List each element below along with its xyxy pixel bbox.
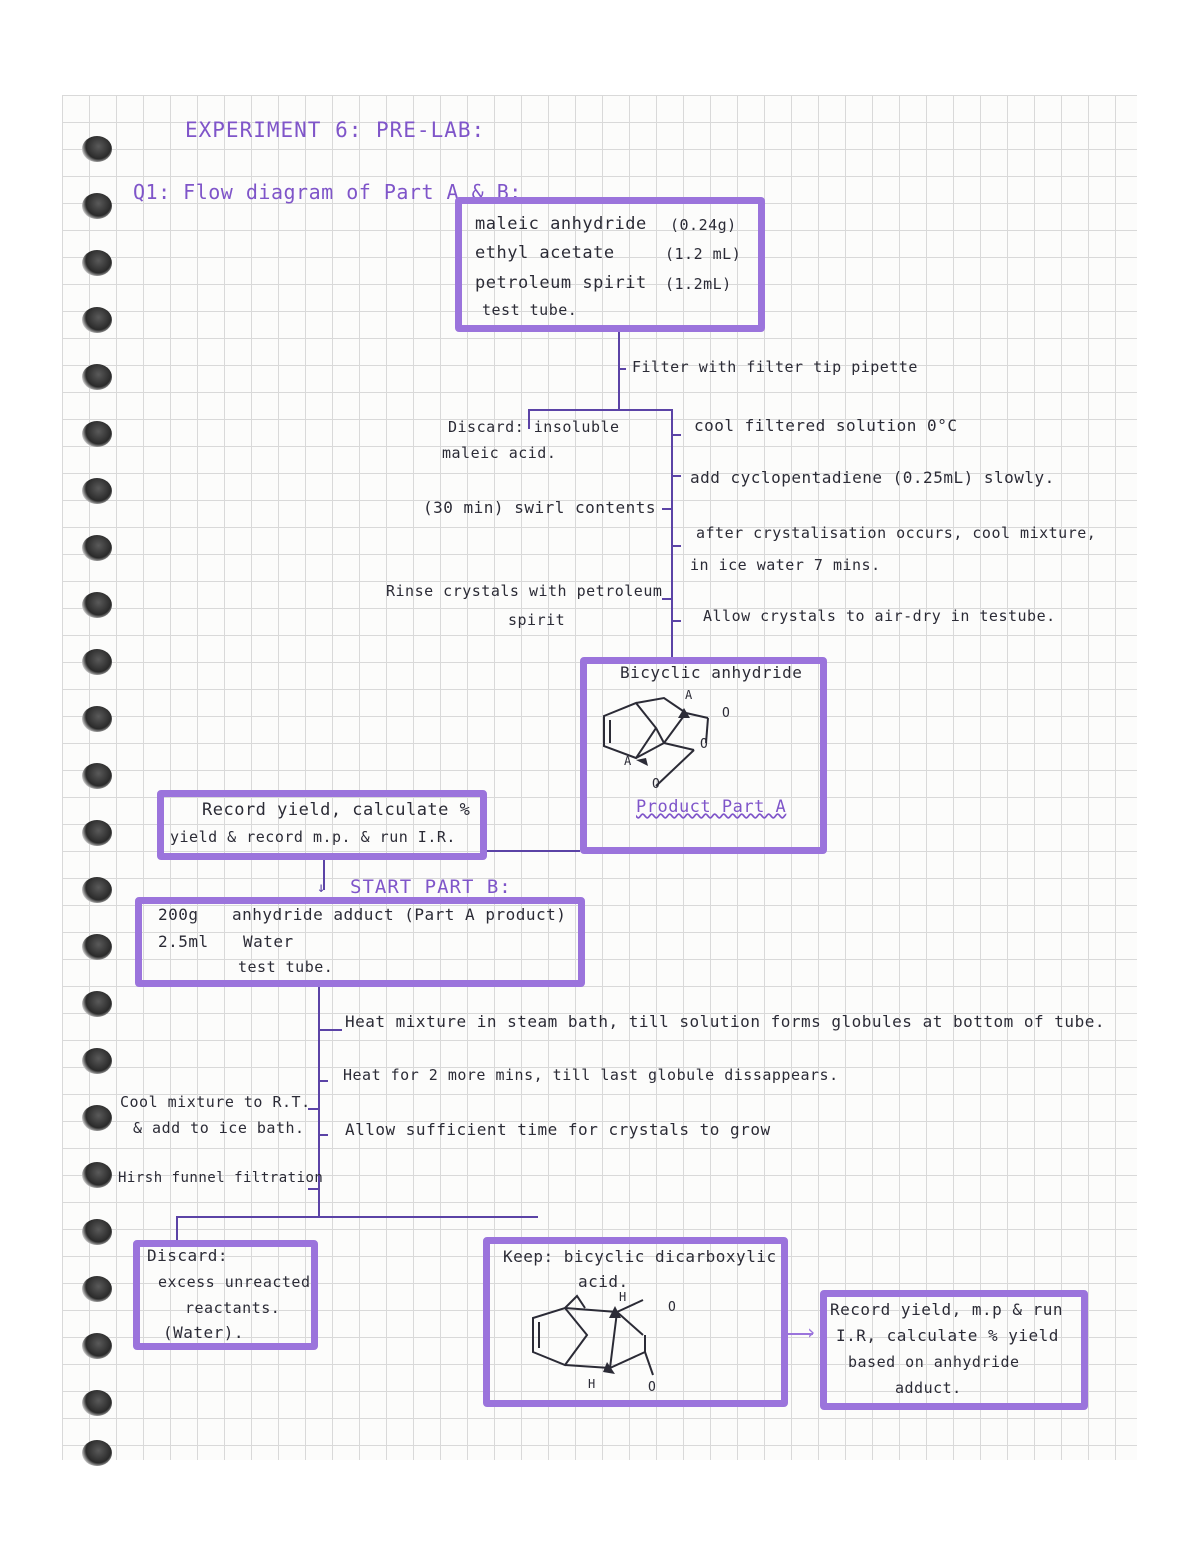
record-text: based on anhydride bbox=[848, 1353, 1020, 1371]
start-part-b: START PART B: bbox=[350, 876, 512, 898]
reagent-amount: (1.2mL) bbox=[665, 275, 732, 293]
flow-line bbox=[618, 332, 620, 410]
discard-text: (Water). bbox=[163, 1323, 245, 1342]
keep-title: Keep: bicyclic dicarboxylic bbox=[503, 1247, 777, 1266]
record-text: adduct. bbox=[895, 1379, 962, 1397]
binder-hole bbox=[82, 1440, 112, 1466]
binder-hole bbox=[82, 991, 112, 1017]
heat-step-2: Heat for 2 more mins, till last globule dissappears. bbox=[343, 1066, 839, 1084]
question-heading: Q1: Flow diagram of Part A & B: bbox=[133, 180, 522, 204]
binder-hole bbox=[82, 250, 112, 276]
keep-title: acid. bbox=[578, 1272, 629, 1291]
reagent-amount: (1.2 mL) bbox=[665, 245, 742, 263]
dicarboxylic-acid-structure bbox=[525, 1290, 685, 1390]
crystal-step: in ice water 7 mins. bbox=[690, 556, 881, 574]
record-text: Record yield, calculate % bbox=[202, 800, 471, 820]
crystal-step: after crystalisation occurs, cool mixture, bbox=[696, 524, 1097, 542]
flow-tick bbox=[662, 598, 672, 600]
atom-label: A bbox=[624, 754, 632, 768]
atom-label: O bbox=[700, 737, 709, 752]
binder-hole bbox=[82, 535, 112, 561]
atom-label: O bbox=[668, 1300, 677, 1315]
filtration-step: Hirsh funnel filtration bbox=[118, 1170, 324, 1186]
reagent-amount: (0.24g) bbox=[670, 216, 737, 234]
cool-step: Cool mixture to R.T. bbox=[120, 1093, 311, 1111]
arrow-right-icon: › bbox=[805, 1320, 818, 1344]
binder-hole bbox=[82, 820, 112, 846]
binder-hole bbox=[82, 1276, 112, 1302]
binder-hole bbox=[82, 1048, 112, 1074]
binder-hole bbox=[82, 1333, 112, 1359]
flow-tick bbox=[671, 434, 681, 436]
cool-step: & add to ice bath. bbox=[133, 1119, 305, 1137]
atom-label: H bbox=[619, 1290, 627, 1304]
product-title: Bicyclic anhydride bbox=[620, 663, 803, 682]
binder-hole bbox=[82, 592, 112, 618]
arrow-down-icon: ↓ bbox=[317, 880, 326, 896]
reagent-name: test tube. bbox=[238, 958, 334, 976]
add-step: add cyclopentadiene (0.25mL) slowly. bbox=[690, 468, 1055, 487]
heat-step-1: Heat mixture in steam bath, till solution forms globules at bottom of tube. bbox=[345, 1012, 1105, 1031]
binder-hole bbox=[82, 934, 112, 960]
bicyclic-anhydride-structure bbox=[596, 688, 756, 798]
flow-tick bbox=[308, 1188, 318, 1190]
atom-label: O bbox=[652, 777, 661, 792]
binder-hole bbox=[82, 1390, 112, 1416]
binder-hole bbox=[82, 877, 112, 903]
reagent-name: Water bbox=[243, 932, 294, 951]
binder-hole bbox=[82, 364, 112, 390]
atom-label: O bbox=[722, 706, 731, 721]
reagent-name: maleic anhydride bbox=[475, 214, 647, 234]
reagent-name: ethyl acetate bbox=[475, 243, 615, 263]
flow-tick bbox=[671, 475, 681, 477]
binder-hole bbox=[82, 307, 112, 333]
binder-hole bbox=[82, 1105, 112, 1131]
binder-hole bbox=[82, 649, 112, 675]
flow-line bbox=[528, 409, 672, 411]
flow-arrow bbox=[485, 850, 580, 852]
page-title: EXPERIMENT 6: PRE-LAB: bbox=[185, 118, 486, 142]
reagent-amount: 2.5ml bbox=[158, 932, 209, 951]
grow-step: Allow sufficient time for crystals to grow bbox=[345, 1120, 771, 1139]
reagent-amount: 200g bbox=[158, 905, 199, 924]
atom-label: O bbox=[648, 1380, 657, 1395]
discard-text: Discard: insoluble bbox=[448, 418, 620, 436]
binder-hole bbox=[82, 706, 112, 732]
arrow-left-icon: ‹ bbox=[478, 838, 491, 862]
flow-tick bbox=[318, 1029, 342, 1031]
flow-tick bbox=[318, 1080, 328, 1082]
dry-step: Allow crystals to air-dry in testube. bbox=[703, 607, 1056, 625]
record-text: yield & record m.p. & run I.R. bbox=[170, 828, 456, 846]
binder-hole bbox=[82, 1219, 112, 1245]
binder-hole bbox=[82, 763, 112, 789]
binder-hole bbox=[82, 421, 112, 447]
rinse-step: Rinse crystals with petroleum bbox=[386, 582, 663, 600]
rinse-step: spirit bbox=[508, 611, 566, 629]
flow-line bbox=[176, 1216, 178, 1240]
reagent-name: anhydride adduct (Part A product) bbox=[232, 905, 567, 924]
flow-tick bbox=[662, 508, 672, 510]
swirl-step: (30 min) swirl contents bbox=[423, 498, 657, 517]
cool-step: cool filtered solution 0°C bbox=[694, 416, 958, 435]
discard-text: maleic acid. bbox=[442, 444, 557, 462]
atom-label: A bbox=[685, 688, 693, 702]
atom-label: H bbox=[588, 1377, 596, 1391]
reagent-name: test tube. bbox=[482, 301, 578, 319]
binder-hole bbox=[82, 478, 112, 504]
discard-text: excess unreacted bbox=[158, 1273, 311, 1291]
discard-text: reactants. bbox=[185, 1299, 281, 1317]
binder-hole bbox=[82, 193, 112, 219]
binder-hole bbox=[82, 1162, 112, 1188]
reagent-name: petroleum spirit bbox=[475, 273, 647, 293]
binder-hole bbox=[82, 136, 112, 162]
flow-tick bbox=[318, 1134, 328, 1136]
product-caption: Product Part A bbox=[636, 797, 787, 817]
flow-tick bbox=[671, 545, 681, 547]
discard-text: Discard: bbox=[147, 1246, 229, 1265]
filter-step: Filter with filter tip pipette bbox=[632, 358, 918, 376]
flow-line bbox=[176, 1216, 538, 1218]
flow-tick bbox=[671, 620, 681, 622]
record-text: Record yield, m.p & run bbox=[830, 1300, 1064, 1319]
flow-tick bbox=[618, 368, 626, 370]
record-text: I.R, calculate % yield bbox=[836, 1326, 1059, 1345]
